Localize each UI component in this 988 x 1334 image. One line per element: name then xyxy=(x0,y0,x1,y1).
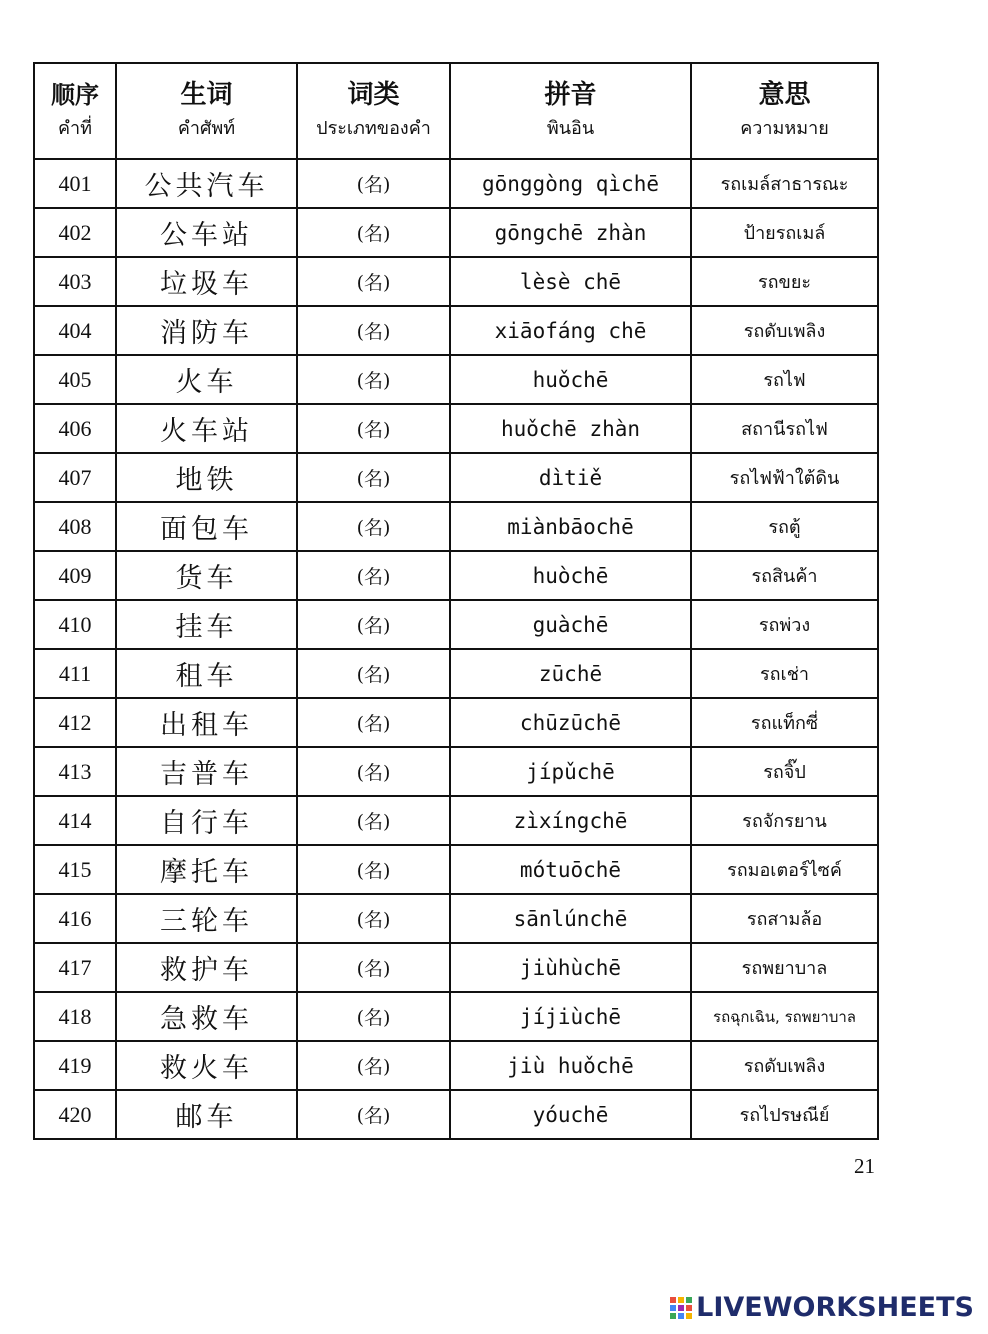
row-meaning: รถตู้ xyxy=(691,502,878,551)
row-number: 404 xyxy=(34,306,116,355)
table-row xyxy=(34,355,878,404)
row-number: 414 xyxy=(34,796,116,845)
row-number: 413 xyxy=(34,747,116,796)
table-row xyxy=(34,845,878,894)
row-number: 419 xyxy=(34,1041,116,1090)
row-word: 邮车 xyxy=(116,1090,297,1139)
row-word: 公车站 xyxy=(116,208,297,257)
row-meaning: รถสามล้อ xyxy=(691,894,878,943)
row-pos: (名) xyxy=(297,747,450,796)
row-pos: (名) xyxy=(297,1041,450,1090)
row-pinyin: guàchē xyxy=(450,600,691,649)
row-pos: (名) xyxy=(297,404,450,453)
liveworksheets-brand[interactable] xyxy=(670,1292,974,1323)
row-number: 402 xyxy=(34,208,116,257)
row-pinyin: xiāofáng chē xyxy=(450,306,691,355)
row-pos: (名) xyxy=(297,992,450,1041)
row-pinyin: chūzūchē xyxy=(450,698,691,747)
row-pos: (名) xyxy=(297,943,450,992)
row-pos: (名) xyxy=(297,600,450,649)
row-pinyin: jiùhùchē xyxy=(450,943,691,992)
row-meaning: รถจิ๊ป xyxy=(691,747,878,796)
row-number: 403 xyxy=(34,257,116,306)
row-meaning: รถพ่วง xyxy=(691,600,878,649)
row-pinyin: miànbāochē xyxy=(450,502,691,551)
table-row xyxy=(34,1090,878,1139)
row-word: 租车 xyxy=(116,649,297,698)
table-row xyxy=(34,306,878,355)
row-number: 415 xyxy=(34,845,116,894)
header-pinyin xyxy=(450,63,691,159)
row-pinyin: jíjiùchē xyxy=(450,992,691,1041)
table-row xyxy=(34,894,878,943)
row-pos: (名) xyxy=(297,845,450,894)
table-row xyxy=(34,747,878,796)
row-meaning: รถฉุกเฉิน, รถพยาบาล xyxy=(691,992,878,1041)
row-pinyin: jípǔchē xyxy=(450,747,691,796)
row-pinyin: gōngchē zhàn xyxy=(450,208,691,257)
page-number: 21 xyxy=(854,1154,875,1178)
row-pos: (名) xyxy=(297,649,450,698)
row-meaning: รถเช่า xyxy=(691,649,878,698)
row-word: 吉普车 xyxy=(116,747,297,796)
row-pos: (名) xyxy=(297,551,450,600)
table-row xyxy=(34,208,878,257)
row-pos: (名) xyxy=(297,502,450,551)
row-pinyin: lèsè chē xyxy=(450,257,691,306)
table-row xyxy=(34,404,878,453)
row-number: 420 xyxy=(34,1090,116,1139)
row-number: 408 xyxy=(34,502,116,551)
row-word: 摩托车 xyxy=(116,845,297,894)
row-pos: (名) xyxy=(297,257,450,306)
row-number: 417 xyxy=(34,943,116,992)
row-word: 救火车 xyxy=(116,1041,297,1090)
row-pinyin: huǒchē zhàn xyxy=(450,404,691,453)
table-row xyxy=(34,698,878,747)
header-pinyin-th: พินอิน xyxy=(546,118,595,139)
table-row xyxy=(34,1041,878,1090)
row-meaning: รถไฟฟ้าใต้ดิน xyxy=(691,453,878,502)
table-header-row xyxy=(34,63,878,159)
table-row xyxy=(34,992,878,1041)
table-row xyxy=(34,257,878,306)
row-word: 消防车 xyxy=(116,306,297,355)
vocabulary-table xyxy=(33,62,879,1140)
row-pinyin: dìtiě xyxy=(450,453,691,502)
row-pinyin: zūchē xyxy=(450,649,691,698)
row-pos: (名) xyxy=(297,159,450,208)
row-number: 407 xyxy=(34,453,116,502)
row-meaning: รถแท็กซี่ xyxy=(691,698,878,747)
header-meaning-th: ความหมาย xyxy=(740,118,829,139)
row-meaning: สถานีรถไฟ xyxy=(691,404,878,453)
header-pos xyxy=(297,63,450,159)
row-meaning: รถมอเตอร์ไซค์ xyxy=(691,845,878,894)
row-number: 409 xyxy=(34,551,116,600)
row-pinyin: mótuōchē xyxy=(450,845,691,894)
liveworksheets-brand-text: LIVEWORKSHEETS xyxy=(696,1292,974,1323)
header-meaning xyxy=(691,63,878,159)
row-number: 412 xyxy=(34,698,116,747)
row-pos: (名) xyxy=(297,208,450,257)
row-word: 地铁 xyxy=(116,453,297,502)
row-pos: (名) xyxy=(297,306,450,355)
row-meaning: ป้ายรถเมล์ xyxy=(691,208,878,257)
row-pinyin: sānlúnchē xyxy=(450,894,691,943)
row-meaning: รถสินค้า xyxy=(691,551,878,600)
header-order xyxy=(34,63,116,159)
table-row xyxy=(34,649,878,698)
row-number: 416 xyxy=(34,894,116,943)
row-pinyin: yóuchē xyxy=(450,1090,691,1139)
header-pos-zh: 词类 xyxy=(347,80,400,110)
row-word: 火车 xyxy=(116,355,297,404)
table-row xyxy=(34,600,878,649)
header-pos-th: ประเภทของคำ xyxy=(316,118,431,139)
row-word: 面包车 xyxy=(116,502,297,551)
row-meaning: รถจักรยาน xyxy=(691,796,878,845)
row-word: 公共汽车 xyxy=(116,159,297,208)
row-word: 货车 xyxy=(116,551,297,600)
row-pos: (名) xyxy=(297,453,450,502)
row-pinyin: huòchē xyxy=(450,551,691,600)
table-row xyxy=(34,159,878,208)
row-word: 三轮车 xyxy=(116,894,297,943)
row-pinyin: gōnggòng qìchē xyxy=(450,159,691,208)
table-row xyxy=(34,502,878,551)
table-row xyxy=(34,796,878,845)
row-word: 垃圾车 xyxy=(116,257,297,306)
header-word-zh: 生词 xyxy=(180,80,233,110)
row-pos: (名) xyxy=(297,1090,450,1139)
header-order-th: คำที่ xyxy=(57,118,92,139)
row-meaning: รถไปรษณีย์ xyxy=(691,1090,878,1139)
row-number: 401 xyxy=(34,159,116,208)
header-order-zh: 顺序 xyxy=(51,80,99,109)
liveworksheets-logo-icon xyxy=(670,1297,692,1319)
row-meaning: รถไฟ xyxy=(691,355,878,404)
table-row xyxy=(34,551,878,600)
row-number: 411 xyxy=(34,649,116,698)
row-word: 急救车 xyxy=(116,992,297,1041)
row-meaning: รถขยะ xyxy=(691,257,878,306)
row-number: 418 xyxy=(34,992,116,1041)
row-word: 火车站 xyxy=(116,404,297,453)
row-pinyin: jiù huǒchē xyxy=(450,1041,691,1090)
row-meaning: รถพยาบาล xyxy=(691,943,878,992)
header-meaning-zh: 意思 xyxy=(758,80,811,110)
row-number: 405 xyxy=(34,355,116,404)
row-number: 410 xyxy=(34,600,116,649)
row-meaning: รถเมล์สาธารณะ xyxy=(691,159,878,208)
row-word: 出租车 xyxy=(116,698,297,747)
row-word: 救护车 xyxy=(116,943,297,992)
row-pos: (名) xyxy=(297,698,450,747)
header-word xyxy=(116,63,297,159)
header-pinyin-zh: 拼音 xyxy=(544,80,597,110)
row-meaning: รถดับเพลิง xyxy=(691,306,878,355)
row-pos: (名) xyxy=(297,796,450,845)
row-pos: (名) xyxy=(297,355,450,404)
row-word: 自行车 xyxy=(116,796,297,845)
row-word: 挂车 xyxy=(116,600,297,649)
header-word-th: คำศัพท์ xyxy=(177,118,236,139)
row-pinyin: huǒchē xyxy=(450,355,691,404)
row-pos: (名) xyxy=(297,894,450,943)
table-row xyxy=(34,943,878,992)
row-meaning: รถดับเพลิง xyxy=(691,1041,878,1090)
table-row xyxy=(34,453,878,502)
row-number: 406 xyxy=(34,404,116,453)
row-pinyin: zìxíngchē xyxy=(450,796,691,845)
